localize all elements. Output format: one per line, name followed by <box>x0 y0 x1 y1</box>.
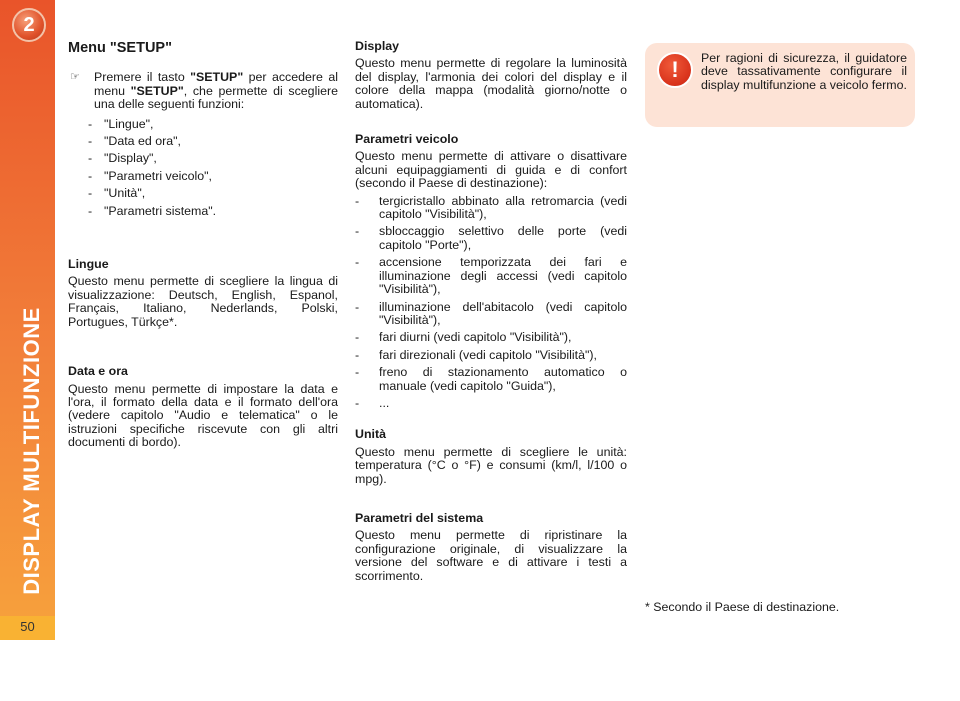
list-item: - "Unità", <box>88 186 146 201</box>
unita-text: Questo menu permette di scegliere le unità: temperatura (°C o °F) e consumi (km/l, l/100 o mpg). <box>355 444 627 486</box>
data-ora-heading: Data e ora <box>68 364 128 379</box>
column-1 <box>68 40 338 450</box>
list-item: - freno di stazionamento automatico o manuale (vedi capitolo "Guida"), <box>355 365 627 393</box>
menu-setup-title: Menu "SETUP" <box>68 40 172 56</box>
chapter-number-badge: 2 <box>12 8 46 42</box>
lingue-text: Questo menu permette di scegliere la lingua di visualizzazione: Deutsch, English, Espanol, Français, Italiano, Nederlands, Polski, Portugues, Türkçe*. <box>68 274 338 329</box>
list-item: - "Parametri sistema". <box>88 203 217 218</box>
parametri-sistema-text: Questo menu permette di ripristinare la configurazione originale, di visualizzare la versione del software e di attivare i testi a scorrimento. <box>355 528 627 583</box>
list-item: - fari diurni (vedi capitolo "Visibilità"), <box>355 330 572 345</box>
warning-text: Per ragioni di sicurezza, il guidatore deve tassativamente configurare il display multifunzione a veicolo fermo. <box>701 51 907 92</box>
page-number: 50 <box>0 616 55 640</box>
parametri-sistema-heading: Parametri del sistema <box>355 510 484 525</box>
list-item: - "Parametri veicolo", <box>88 168 212 183</box>
footnote: * Secondo il Paese di destinazione. <box>645 600 840 614</box>
display-text: Questo menu permette di regolare la luminosità del display, l'armonia dei colori del display e il colore della mappa (modalità giorno/notte o automatica). <box>355 56 627 111</box>
list-item: - "Data ed ora", <box>88 134 181 149</box>
unita-heading: Unità <box>355 427 386 442</box>
chapter-sidebar <box>0 0 55 640</box>
setup-menu-list <box>68 118 338 218</box>
parametri-veicolo-heading: Parametri veicolo <box>355 132 459 147</box>
setup-key-label: "SETUP" <box>190 70 244 85</box>
list-item: - fari direzionali (vedi capitolo "Visibilità"), <box>355 347 597 362</box>
data-ora-text: Questo menu permette di impostare la data e l'ora, il formato della data e il formato dell'ora (vedere capitolo "Audio e telematica" o le istruzioni specifiche riscevute con gli altri documenti di bordo). <box>68 381 338 450</box>
exclamation-warning-icon: ! <box>657 52 693 88</box>
safety-warning-box <box>645 43 915 127</box>
list-item: - illuminazione dell'abitacolo (vedi capitolo "Visibilità"), <box>355 299 627 327</box>
display-heading: Display <box>355 39 400 53</box>
list-item: - "Lingue", <box>88 116 154 131</box>
pointing-hand-icon: ☞ <box>70 71 80 84</box>
parametri-veicolo-text: Questo menu permette di attivare o disattivare alcuni equipaggiamenti di guida e di confort (secondo il Paese di destinazione): <box>355 149 627 191</box>
list-item: - tergicristallo abbinato alla retromarcia (vedi capitolo "Visibilità"), <box>355 193 627 222</box>
list-item: - sbloccaggio selettivo delle porte (vedi capitolo "Porte"), <box>355 224 627 252</box>
list-item: - "Display", <box>88 151 157 166</box>
setup-menu-label: "SETUP" <box>130 83 184 98</box>
vehicle-features-list <box>355 195 627 411</box>
list-item: - ... <box>355 395 390 410</box>
column-2 <box>355 40 627 583</box>
list-item: - accensione temporizzata dei fari e illuminazione degli accessi (vedi capitolo "Visibilità"), <box>355 255 627 297</box>
lingue-heading: Lingue <box>68 257 109 272</box>
intro-paragraph: ☞ Premere il tasto "SETUP" per accedere al menu "SETUP", che permette di scegliere una delle seguenti funzioni: <box>70 70 338 112</box>
section-title: DISPLAY MULTIFUNZIONE <box>19 307 44 595</box>
